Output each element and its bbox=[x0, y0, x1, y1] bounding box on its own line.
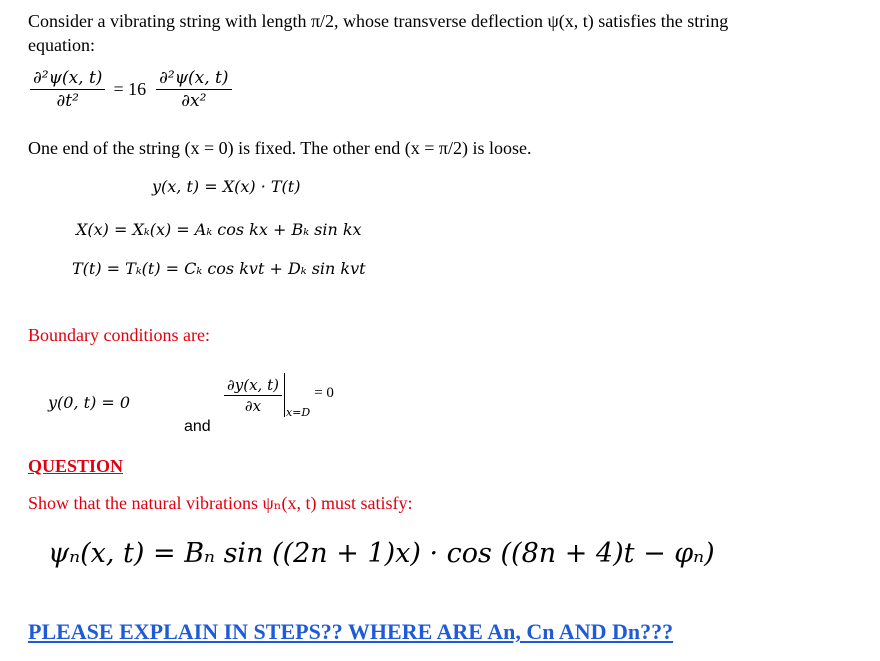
question-text: Show that the natural vibrations ψₙ(x, t) must satisfy: bbox=[28, 493, 413, 513]
rhs-numerator: ∂²ψ(x, t) bbox=[156, 68, 231, 90]
rhs-denominator: ∂x² bbox=[181, 91, 207, 111]
ends-description: One end of the string (x = 0) is fixed. The other end (x = π/2) is loose. bbox=[28, 138, 532, 158]
help-prompt-link[interactable]: PLEASE EXPLAIN IN STEPS?? WHERE ARE An, Cn AND Dn??? bbox=[28, 619, 674, 644]
boundary-left-condition: y(0, t) = 0 bbox=[48, 393, 131, 412]
derivative-numerator: ∂y(x, t) bbox=[224, 376, 282, 396]
result-equation: ψₙ(x, t) = Bₙ sin ((2n + 1)x) · cos ((8n + 4)t − φₙ) bbox=[48, 538, 715, 569]
lhs-numerator: ∂²ψ(x, t) bbox=[30, 68, 105, 90]
lhs-denominator: ∂t² bbox=[56, 91, 79, 111]
boundary-derivative-condition bbox=[224, 373, 334, 417]
separation-t-equation: T(t) = Tₖ(t) = Cₖ cos kvt + Dₖ sin kvt bbox=[72, 259, 366, 278]
derivative-denominator: ∂x bbox=[244, 396, 262, 415]
and-connector: and bbox=[184, 418, 211, 435]
intro-line-2: equation: bbox=[28, 35, 95, 55]
lhs-fraction bbox=[30, 68, 105, 111]
question-heading: QUESTION bbox=[28, 456, 124, 476]
evaluation-point: x=D bbox=[285, 406, 311, 419]
derivative-equals-zero: = 0 bbox=[314, 384, 334, 401]
equals-sixteen: = 16 bbox=[113, 79, 147, 99]
evaluation-bar bbox=[284, 373, 285, 417]
boundary-heading-text: Boundary conditions are: bbox=[28, 325, 210, 345]
intro-line-1: Consider a vibrating string with length π/2, whose transverse deflection ψ(x, t) satisfies the string bbox=[28, 11, 729, 31]
rhs-fraction bbox=[156, 68, 231, 111]
wave-equation bbox=[30, 68, 232, 111]
separation-x-equation: X(x) = Xₖ(x) = Aₖ cos kx + Bₖ sin kx bbox=[76, 220, 362, 239]
boundary-heading bbox=[28, 323, 210, 347]
derivative-fraction bbox=[224, 376, 282, 415]
separation-y-equation: y(x, t) = X(x) · T(t) bbox=[152, 177, 301, 196]
